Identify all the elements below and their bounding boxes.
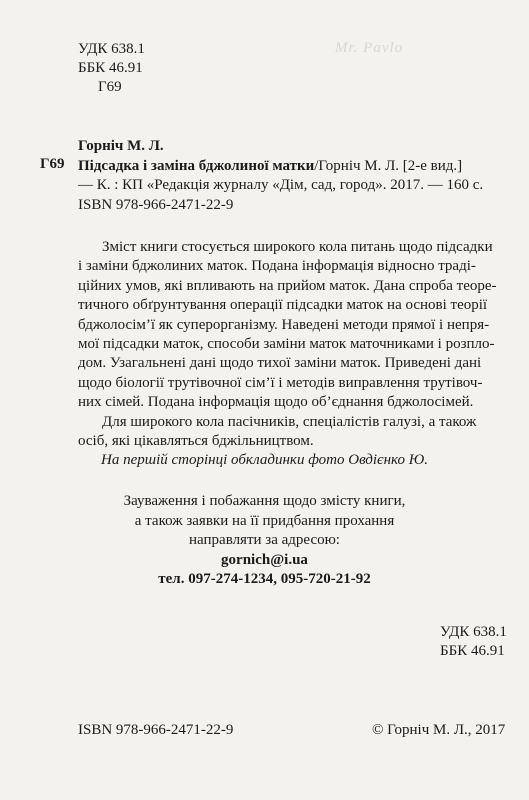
contact-line-3: направляти за адресою:	[189, 532, 340, 548]
contact-phone: тел. 097-274-1234, 095-720-21-92	[158, 571, 371, 587]
contact-email: gornich@i.ua	[221, 551, 308, 568]
abstract-line: тичного обґрунтування операції підсадки маток на основі теорії	[78, 297, 488, 314]
bbk-code-bottom: ББК 46.91	[440, 643, 505, 659]
abstract-line: щодо біології трутівочної сім’ї і методів виправлення трутівоч-	[78, 374, 483, 391]
author-mark: Г69	[98, 79, 122, 95]
publisher-line: — К. : КП «Редакція журналу «Дім, сад, город». 2017. — 160 с.	[78, 177, 484, 193]
abstract-line: Для широкого кола пасічників, спеціалістів галузі, а також	[102, 413, 477, 430]
udk-code: УДК 638.1	[78, 41, 145, 57]
abstract-line: дом. Узагальнені дані щодо тихої заміни маток. Приведені дані	[78, 355, 482, 372]
photo-credit: На першій сторінці обкладинки фото Овдієнко Ю.	[101, 452, 428, 468]
abstract-line: Зміст книги стосується широкого кола питань щодо підсадки	[102, 239, 493, 255]
abstract-line: осіб, які цікавляться бджільництвом.	[78, 433, 314, 450]
author-name: Горніч М. Л.	[78, 138, 164, 154]
title-line	[78, 157, 483, 177]
title-responsibility: /Горніч М. Л. [2-е вид.]	[314, 157, 463, 174]
biblio-author-mark: Г69	[40, 156, 65, 172]
bibliographic-record	[78, 137, 483, 215]
udk-code-bottom: УДК 638.1	[440, 624, 507, 640]
abstract-paragraph-1	[78, 238, 518, 413]
abstract-line: ційних умов, які впливають на прийом маток. Дана спроба теоре-	[78, 277, 497, 294]
book-title: Підсадка і заміна бджолиної матки	[78, 157, 315, 174]
isbn-line: ISBN 978-966-2471-22-9	[78, 196, 234, 213]
copyright-notice: © Горніч М. Л., 2017	[372, 722, 506, 738]
isbn-footer: ISBN 978-966-2471-22-9	[78, 722, 234, 738]
abstract	[78, 238, 518, 451]
abstract-paragraph-2	[78, 413, 518, 452]
contact-line-2: а також заявки на її придбання прохання	[134, 512, 395, 529]
watermark: Mr. Pavlo	[335, 40, 404, 56]
abstract-line: бджолосім’ї як суперорганізму. Наведені методи прямої і непря-	[78, 316, 490, 333]
catalog-bottom	[440, 623, 507, 661]
contact-block	[0, 492, 529, 590]
abstract-line: них сімей. Подана інформація щодо об’єднання бджолосімей.	[78, 394, 474, 411]
catalog-top	[78, 40, 145, 97]
bbk-code: ББК 46.91	[78, 60, 143, 76]
abstract-line: мої підсадки маток, способи заміни маток маточниками і розпло-	[78, 336, 495, 353]
abstract-line: і заміни бджолиних маток. Подана інформація відносно траді-	[78, 258, 476, 275]
contact-line-1: Зауваження і побажання щодо змісту книги,	[123, 493, 406, 509]
